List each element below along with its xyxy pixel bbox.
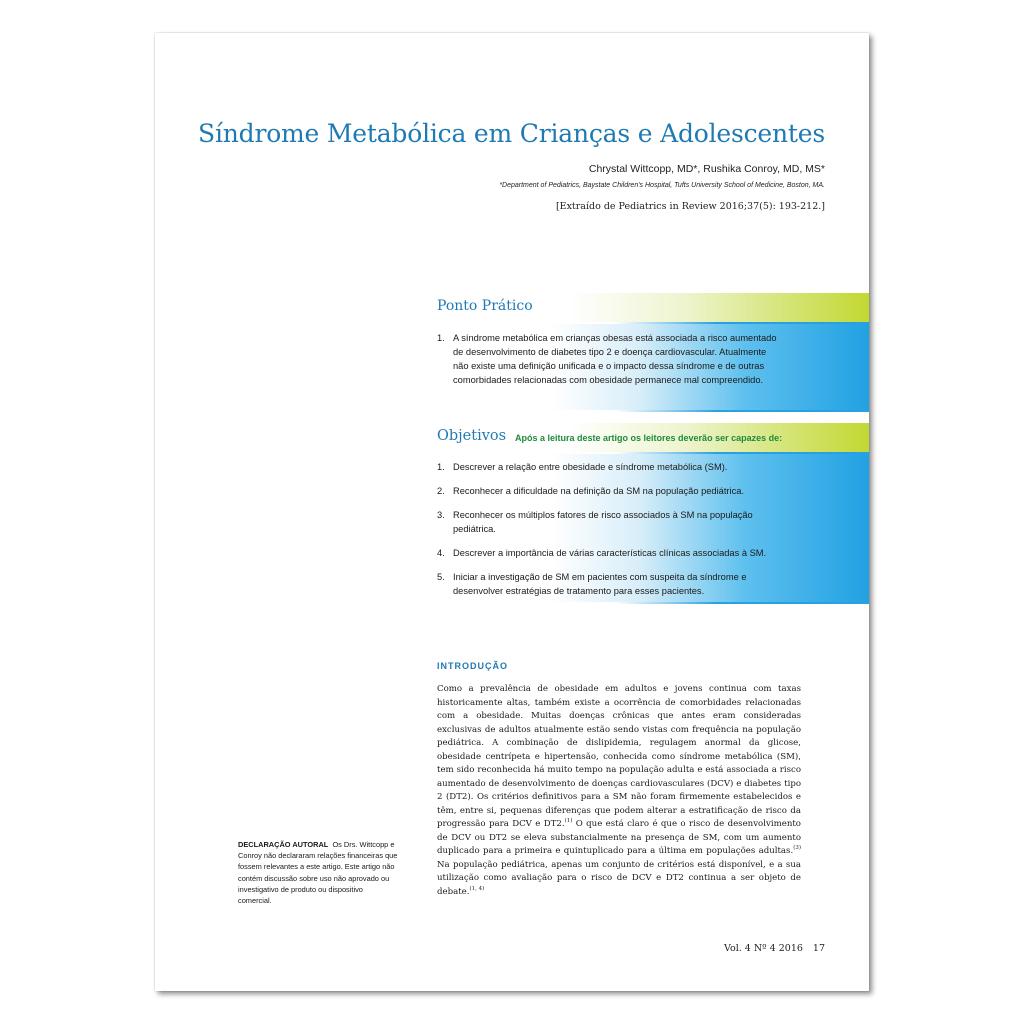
list-item-number: 1. [437,462,445,472]
list-item-number: 2. [437,486,445,496]
reference-marker: (1) [564,818,573,825]
list-item-number: 1. [437,333,445,343]
list-item [437,570,782,598]
ponto-pratico-title: Ponto Prático [437,298,533,314]
article-page [155,33,869,991]
list-item [437,484,782,498]
divider-line [615,410,869,412]
introducao-text-1: Como a prevalência de obesidade em adultos e jovens continua com taxas historicamente altas, também existe a ocorrência de comorbidades relacionadas com a obesidade. Muitas doenças crônicas que antes eram consideradas exclusivas de adultos atualmente estão sendo vistas com frequência na população pediátrica. A combinação de dislipidemia, regulagem anormal da glicose, obesidade centrípeta e hipertensão, conhecida como síndrome metabólica (SM), tem sido reconhecida há muito tempo na população adulta e está associada a risco aumentado de desenvolvimento de doenças cardiovasculares (DCV) e diabetes tipo 2 (DT2). Os critérios definitivos para a SM não foram firmemente estabelecidos e têm, entre si, pequenas diferenças que podem alterar a estratificação de risco da progressão para DCV e DT2. [437,684,801,829]
list-item-text: A síndrome metabólica em crianças obesas está associada a risco aumentado de desenvolvimento de diabetes tipo 2 e doença cardiovascular. Atualmente não existe uma definição unificada e o impacto dessa síndrome e de outras comorbidades relacionadas com obesidade permanece mal compreendido. [453,333,777,385]
journal-volume: Vol. 4 Nº 4 2016 [724,943,803,954]
list-item-text: Descrever a relação entre obesidade e síndrome metabólica (SM). [453,462,728,472]
list-item-number: 3. [437,510,445,520]
author-affiliation: *Department of Pediatrics, Baystate Children's Hospital, Tufts University School of Medicine, Boston, MA. [499,182,825,189]
list-item-text: Descrever a importância de várias características clínicas associadas à SM. [453,548,767,558]
list-item [437,546,782,560]
objetivos-intro: Após a leitura deste artigo os leitores deverão ser capazes de: [515,433,783,443]
list-item-number: 5. [437,572,445,582]
ponto-pratico-list [437,331,782,387]
page-number: 17 [812,943,825,954]
list-item-number: 4. [437,548,445,558]
introducao-heading: INTRODUÇÃO [437,661,508,671]
objetivos-title: Objetivos [437,428,507,444]
reference-marker: (1, 4) [469,885,485,892]
list-item [437,508,782,536]
article-authors: Chrystal Wittcopp, MD*, Rushika Conroy, MD, MS* [588,163,825,175]
declaracao-text: Os Drs. Wittcopp e Conroy não declararam relações financeiras que fossem relevantes a este artigo. Este artigo não contém discussão sobre uso não aprovado ou investigativo de produto ou dispositivo comercial. [238,840,398,906]
introducao-text-2: O que está claro é que o risco de desenvolvimento de DCV ou DT2 se eleva substancialmente na presença de SM, com um aumento duplicado para a primeira e quintuplicado para a última em populações adultas. [437,819,801,856]
declaracao-autoral [238,839,398,906]
article-title: Síndrome Metabólica em Crianças e Adolescentes [198,119,825,148]
list-item [437,460,782,474]
reference-marker: (3) [793,845,801,852]
list-item-text: Iniciar a investigação de SM em pacientes com suspeita da síndrome e desenvolver estratégias de tratamento para esses pacientes. [453,572,747,596]
list-item [437,331,782,387]
objetivos-list [437,460,782,608]
list-item-text: Reconhecer os múltiplos fatores de risco associados à SM na população pediátrica. [453,510,753,534]
introducao-paragraph [437,683,801,899]
page-footer [724,943,825,954]
introducao-text-3: Na população pediátrica, apenas um conjunto de critérios está disponível, e a sua utilização como avaliação para o risco de DCV e DT2 continua a ser objeto de debate. [437,859,801,897]
source-citation: [Extraído de Pediatrics in Review 2016;37(5): 193-212.] [555,201,825,212]
list-item-text: Reconhecer a dificuldade na definição da SM na população pediátrica. [453,486,744,496]
declaracao-label: DECLARAÇÃO AUTORAL [238,840,329,849]
